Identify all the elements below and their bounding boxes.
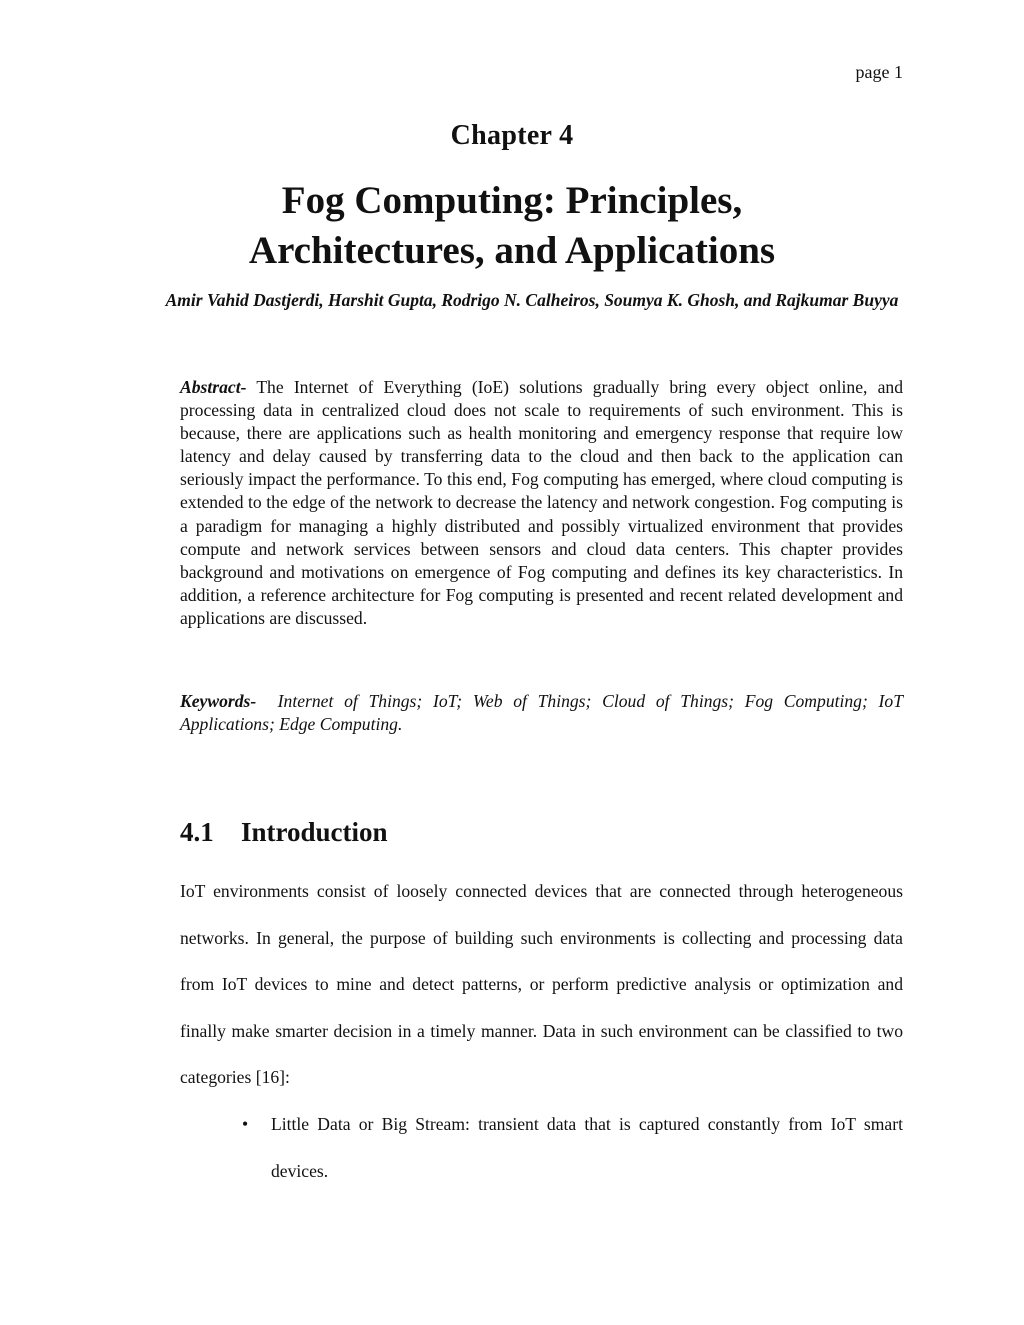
author-list: Amir Vahid Dastjerdi, Harshit Gupta, Rodrigo N. Calheiros, Soumya K. Ghosh, and Rajkumar Buyya [165, 290, 899, 310]
list-item-text: Little Data or Big Stream: transient data that is captured constantly from IoT smart devices. [271, 1114, 903, 1181]
page-number: page 1 [855, 62, 903, 82]
section-heading [180, 817, 388, 848]
introduction-paragraph: IoT environments consist of loosely connected devices that are connected through heterogeneous networks. In general, the purpose of building such environments is collecting and processing data from IoT devices to mine and detect patterns, or perform predictive analysis or optimization and finally make smarter decision in a timely manner. Data in such environment can be classified to two categories [16]: [180, 881, 903, 1087]
chapter-title-line-2: Architectures, and Applications [248, 229, 776, 272]
bullet-icon: • [242, 1114, 249, 1134]
keywords [180, 690, 903, 736]
keywords-label: Keywords- [180, 691, 257, 711]
chapter-title-line-1: Fog Computing: Principles, [281, 179, 743, 222]
chapter-title [120, 176, 904, 276]
list-item [180, 1101, 903, 1194]
abstract [180, 376, 903, 630]
chapter-label: Chapter 4 [450, 120, 574, 151]
keywords-text: Internet of Things; IoT; Web of Things; Cloud of Things; Fog Computing; IoT Applications; Edge Computing. [180, 691, 903, 735]
section-title: Introduction [241, 817, 388, 847]
bullet-list [180, 1101, 903, 1194]
section-number: 4.1 [180, 817, 214, 847]
abstract-text: The Internet of Everything (IoE) solutions gradually bring every object online, and processing data in centralized cloud does not scale to requirements of such environment. This is because, there are applications such as health monitoring and emergency response that require low latency and delay caused by transferring data to the cloud and then back to the application can seriously impact the performance. To this end, Fog computing has emerged, where cloud computing is extended to the edge of the network to decrease the latency and network congestion. Fog computing is a paradigm for managing a highly distributed and possibly virtualized environment that provides compute and network services between sensors and cloud data centers. This chapter provides background and motivations on emergence of Fog computing and defines its key characteristics. In addition, a reference architecture for Fog computing is presented and recent related development and applications are discussed. [180, 377, 903, 628]
abstract-label: Abstract- [180, 377, 247, 397]
